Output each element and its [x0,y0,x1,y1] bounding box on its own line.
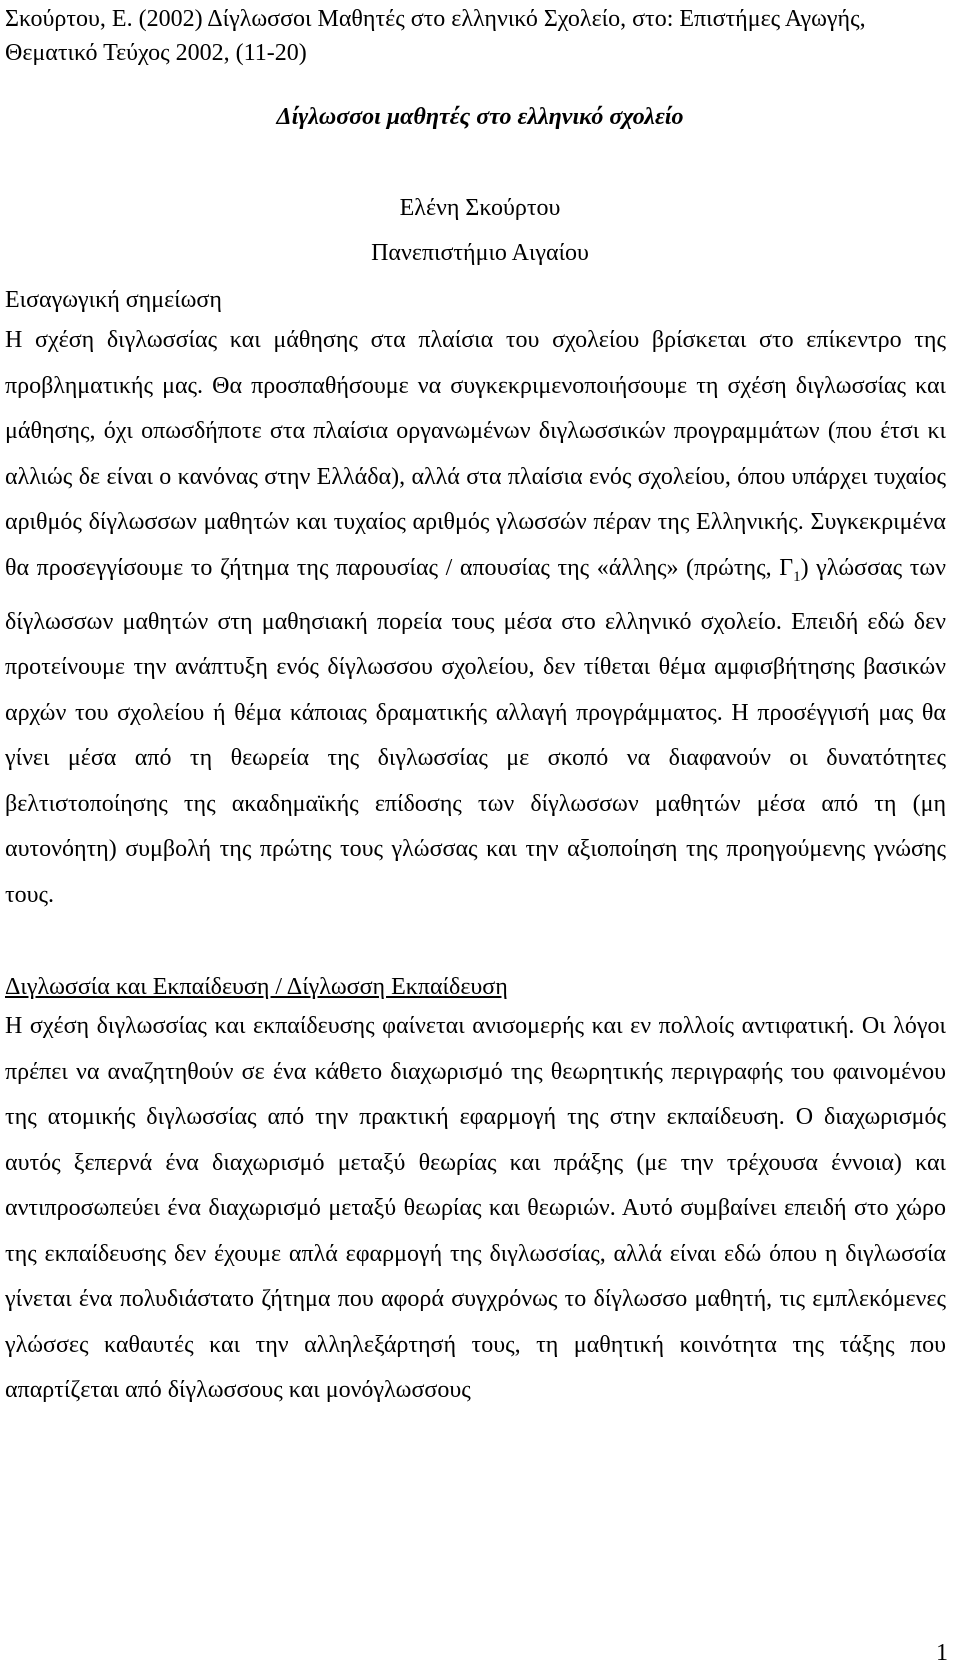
subscript-one: 1 [793,568,801,585]
intro-text-part1: Η σχέση διγλωσσίας και μάθησης στα πλαίσια του σχολείου βρίσκεται στο επίκεντρο της προβληματικής μας. Θα προσπαθήσουμε να συγκεκριμενοποιήσουμε τη σχέση διγλωσσίας και μάθησης, όχι οπωσδήποτε στα πλαίσια οργανωμένων διγλωσσικών προγραμμάτων (που έτσι κι αλλιώς δε είναι ο κανόνας στην Ελλάδα), αλλά στα πλαίσια ενός σχολείου, όπου υπάρχει τυχαίος αριθμός δίγλωσσων μαθητών και τυχαίος αριθμός γλωσσών πέραν της Ελληνικής. Συγκεκριμένα θα προσεγγίσουμε το ζήτημα της παρουσίας / απουσίας της «άλλης» (πρώτης, Γ [5,327,946,581]
intro-text-part2: ) γλώσσας των δίγλωσσων μαθητών στη μαθησιακή πορεία τους μέσα στο ελληνικό σχολείο. Επειδή εδώ δεν προτείνουμε την ανάπτυξη ενός δίγλωσσου σχολείου, δεν τίθεται θέμα αμφισβήτησης βασικών αρχών του σχολείου ή θέμα κάποιας δραματικής αλλαγή προγράμματος. Η προσέγγισή μας θα γίνει μέσα από τη θεωρεία της διγλωσσίας με σκοπό να διαφανούν οι δυνατότητες βελτιστοποίησης της ακαδημαϊκής επίδοσης των δίγλωσσων μαθητών μέσα από τη (μη αυτονόητη) συμβολή της πρώτης τους γλώσσας και την αξιοποίηση της προηγούμενης γνώσης τους. [5,554,947,908]
author-name: Ελένη Σκούρτου [399,195,561,221]
intro-paragraph [5,318,946,918]
citation: Σκούρτου, Ε. (2002) Δίγλωσσοι Μαθητές στο ελληνικό Σχολείο, στο: Επιστήμες Αγωγής, Θεματικό Τεύχος 2002, (11-20) [5,6,866,66]
intro-label: Εισαγωγική σημείωση [5,287,222,313]
article-title: Δίγλωσσοι μαθητές στο ελληνικό σχολείο [276,104,684,130]
section-paragraph: Η σχέση διγλωσσίας και εκπαίδευσης φαίνεται ανισομερής και εν πολλοίς αντιφατική. Οι λόγοι πρέπει να αναζητηθούν σε ένα κάθετο διαχωρισμό της θεωρητικής περιγραφής του φαινομένου της ατομικής διγλωσσίας από την πρακτική εφαρμογή της στην εκπαίδευση. Ο διαχωρισμός αυτός ξεπερνά ένα διαχωρισμό μεταξύ θεωρίας και πράξης (με την τρέχουσα έννοια) και αντιπροσωπεύει ένα διαχωρισμό μεταξύ θεωρίας και θεωριών. Αυτό συμβαίνει επειδή στο χώρο της εκπαίδευσης δεν έχουμε απλά εφαρμογή της διγλωσσίας, αλλά είναι εδώ όπου η διγλωσσία γίνεται ένα πολυδιάστατο ζήτημα που αφορά συγχρόνως το δίγλωσσο μαθητή, τις εμπλεκόμενες γλώσσες καθαυτές και την αλληλεξάρτησή τους, τη μαθητική κοινότητα της τάξης που απαρτίζεται από δίγλωσσους και μονόγλωσσους [5,1013,946,1403]
author-affiliation: Πανεπιστήμιο Αιγαίου [371,240,589,266]
section-heading: Διγλωσσία και Εκπαίδευση / Δίγλωσση Εκπαίδευση [5,974,508,1000]
page-number: 1 [936,1640,948,1666]
